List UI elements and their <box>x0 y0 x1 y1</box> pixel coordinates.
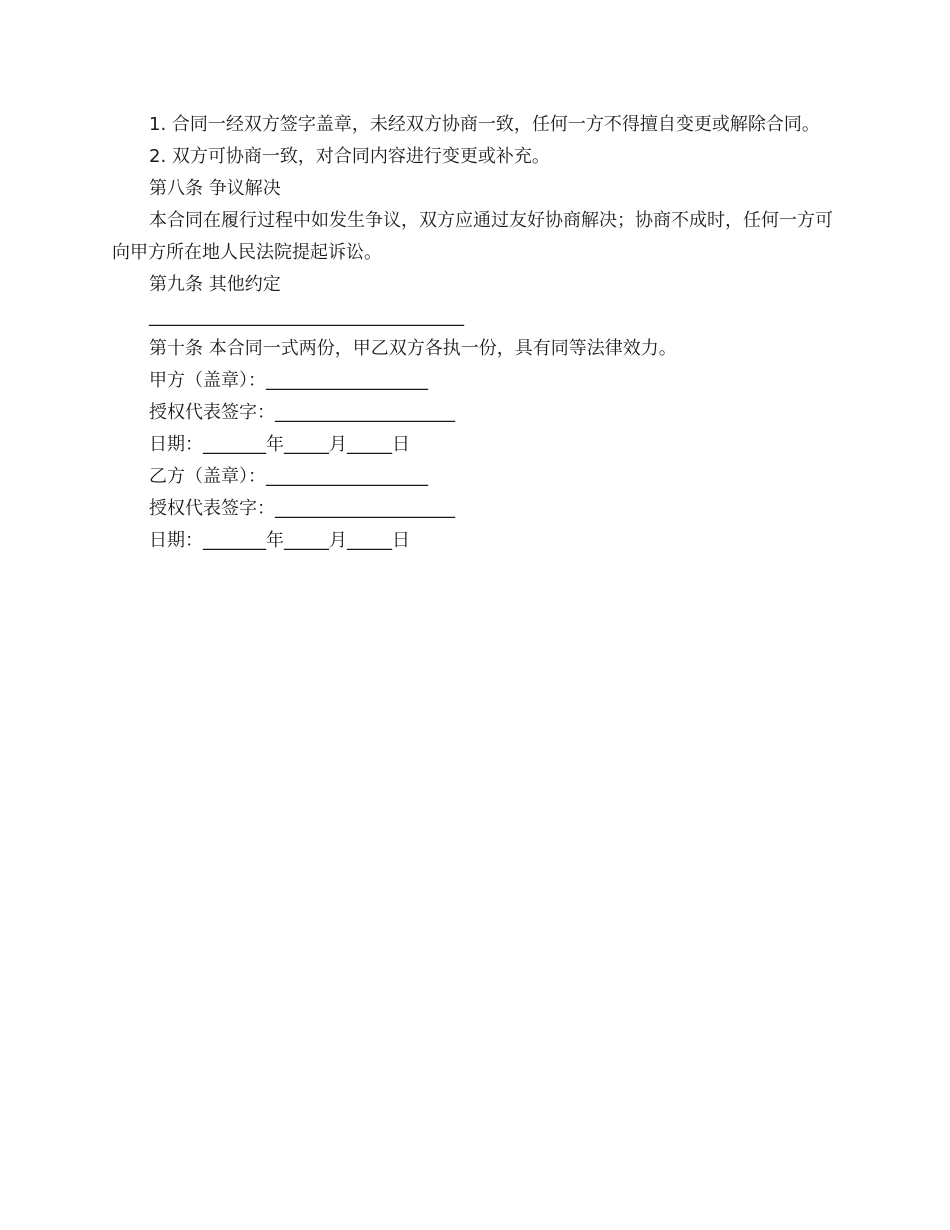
clause8-title: 第八条 争议解决 <box>149 178 281 199</box>
clause7-item2: 2. 双方可协商一致，对合同内容进行变更或补充。 <box>149 146 550 167</box>
contract-page <box>112 109 842 557</box>
party-b-date: 日期：_______年_____月_____日 <box>149 530 410 551</box>
party-a-date: 日期：_______年_____月_____日 <box>149 434 410 455</box>
clause7-item1: 1. 合同一经双方签字盖章，未经双方协商一致，任何一方不得擅自变更或解除合同。 <box>149 114 820 135</box>
party-a-seal: 甲方（盖章）：__________________ <box>149 370 428 391</box>
clause8-body: 本合同在履行过程中如发生争议，双方应通过友好协商解决；协商不成时，任何一方可向甲方所在地人民法院提起诉讼。 <box>112 210 833 263</box>
party-a-signature: 授权代表签字：____________________ <box>149 402 455 423</box>
clause9-title: 第九条 其他约定 <box>149 274 281 295</box>
clause10: 第十条 本合同一式两份，甲乙双方各执一份，具有同等法律效力。 <box>149 338 677 359</box>
party-b-seal: 乙方（盖章）：__________________ <box>149 466 428 487</box>
party-b-signature: 授权代表签字：____________________ <box>149 498 455 519</box>
clause9-blank: ___________________________________ <box>149 306 464 327</box>
